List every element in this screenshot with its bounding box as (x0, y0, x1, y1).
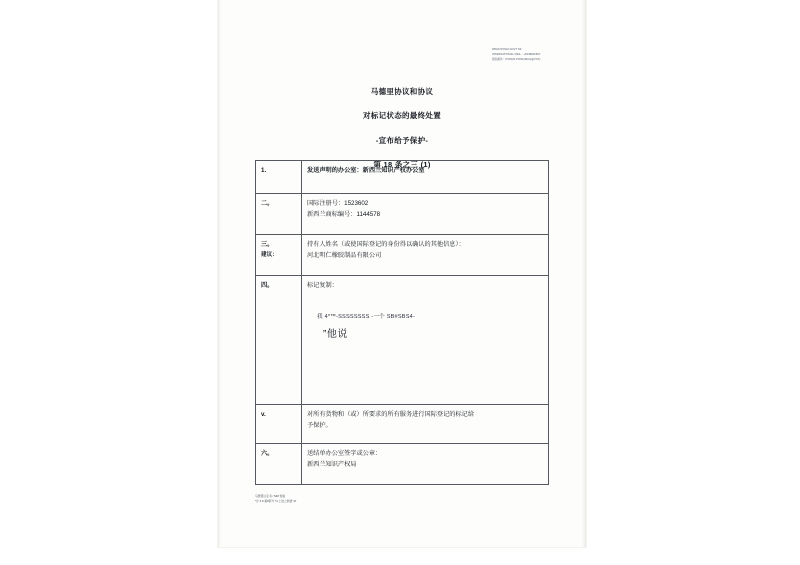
row-index-label: 三。 (261, 241, 274, 248)
row-index-1 (256, 161, 302, 194)
mark-image-glyph-line: ”他说 (323, 329, 348, 341)
row-content-signature (302, 444, 549, 485)
mark-reproduction-label: 标记复制： (307, 282, 338, 289)
footer-fine-print: *计 4 # 第8部分 *4 上述之新语 47 (255, 499, 297, 504)
mark-image-text-line: 我 4*™-SSSSSSSS -一个 SB#SBS4- (317, 313, 416, 320)
holder-name-label: 持有人姓名（或使国际登记的身份得以确认的其他信息）： (307, 241, 465, 248)
row-index-6 (256, 444, 302, 485)
row-content-holder (302, 235, 549, 276)
office-mail-line-cn: 国际邮件：IPONZ2 PONZ(MAIL@XXX) (492, 57, 541, 61)
table-row (256, 235, 549, 276)
row-index-label: 二。 (261, 200, 274, 207)
holder-name-value: 河北明仁橡胶制品有限公司 (307, 251, 382, 259)
heading-article-reference: 第 18 条之三 (1) (373, 160, 431, 169)
international-registration-number: 国际注册号：1523602 (307, 200, 369, 207)
sending-office-text: 发送声明的办公室：新西兰知识产权办公室 (307, 167, 425, 174)
signature-office-name: 新西兰知识产权局 (307, 460, 357, 468)
statement-form-table (255, 160, 549, 485)
row-index-4 (256, 276, 302, 405)
heading-statement-of-grant: -宣布给予保护- (375, 136, 429, 145)
protection-scope-line-1: 对所有货物和（或）所要求的所有服务进行国际登记的标记给 (307, 411, 475, 418)
row-content-office (302, 161, 549, 194)
table-row (256, 161, 549, 194)
row-content-registration-numbers (302, 194, 549, 235)
scanned-document-page (218, 0, 586, 547)
heading-final-disposition: 对标记状态的最终处置 (363, 111, 441, 120)
row-index-label: v. (261, 411, 266, 418)
table-row (256, 405, 549, 444)
heading-madrid-agreement: 马德里协议和协议 (370, 87, 434, 96)
nz-trademark-number: 新西兰商标编号：1144578 (307, 210, 381, 218)
row-index-5 (256, 405, 302, 444)
row-index-label: 六。 (261, 450, 274, 457)
office-website: WWW.IPONZ.GOVT.NZ (492, 47, 522, 52)
row-index-3 (256, 235, 302, 276)
signature-label: 送结单办公室签字或公章： (307, 450, 382, 457)
office-mail-line: INTERNATIONAL MAIL : +6449822607 (492, 52, 541, 56)
table-row (256, 444, 549, 485)
office-contact-stamp (492, 48, 576, 62)
table-row (256, 276, 549, 405)
table-row (256, 194, 549, 235)
protection-scope-line-2: 予保护。 (307, 421, 332, 429)
row-content-mark-reproduction (302, 276, 549, 405)
footer-form-reference: 马德里议定书 / MM 表格 (255, 494, 286, 498)
row-index-note: 建议： (261, 252, 278, 259)
row-index-2 (256, 194, 302, 235)
row-index-label: 四。 (261, 282, 274, 289)
row-content-protection-scope (302, 405, 549, 444)
row-index-label: 1. (261, 167, 267, 174)
document-footer (255, 494, 495, 505)
document-headings (218, 86, 586, 170)
